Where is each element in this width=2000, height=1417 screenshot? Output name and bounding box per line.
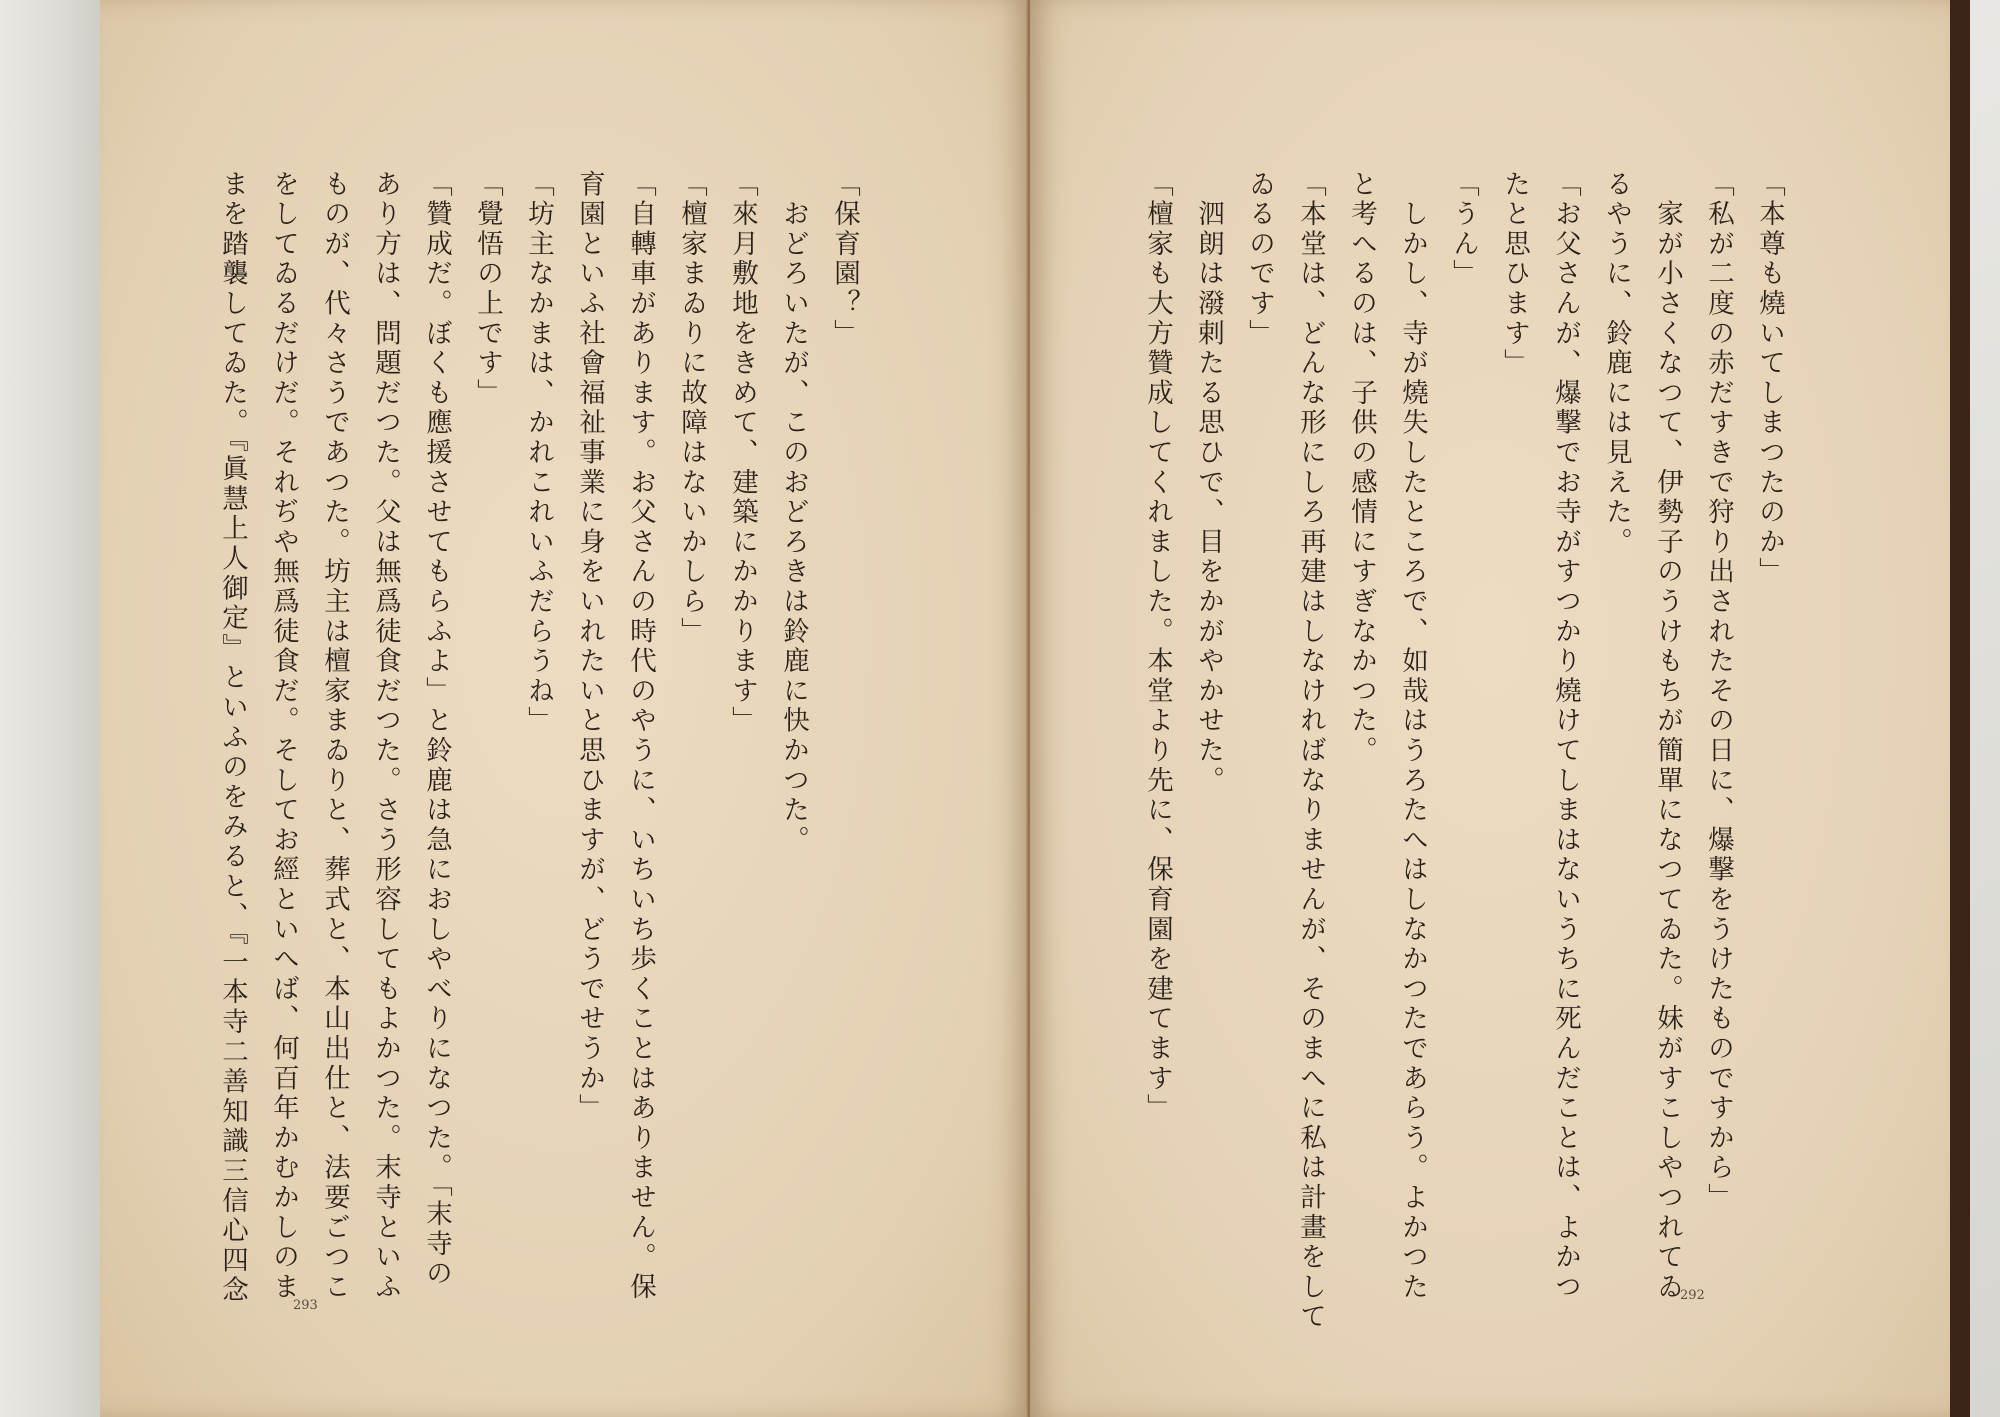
text-line: 「檀家も大方贊成してくれました。本堂より先に、保育園を建てます」 (1142, 170, 1173, 1124)
text-line: 「私が二度の赤だすきで狩り出されたその日に、爆撃をうけたものですから」 (1703, 170, 1734, 1213)
text-line: るやうに、鈴鹿には見えた。 (1601, 170, 1632, 558)
text-line: しかし、寺が燒失したところで、如哉はうろたへはしなかつたであらう。よかつた (1397, 170, 1428, 1303)
text-line: まを踏襲してゐた。『眞慧上人御定』といふのをみると、『一本寺二善知識三信心四念 (217, 170, 248, 1306)
text-line: 「贊成だ。ぼくも應援させてもらふよ」と鈴鹿は急におしやべりになつた。「末寺の (421, 170, 452, 1290)
text-line: ゐるのです」 (1244, 170, 1275, 349)
book-board-edge (0, 0, 100, 1417)
page-number: 292 (1680, 1288, 1705, 1303)
book-spread (100, 0, 1970, 1417)
text-line: ものが、代々さうであつた。坊主は檀家まゐりと、葬式と、本山出仕と、法要ごつこ (319, 170, 350, 1303)
text-line: 「本尊も燒いてしまつたのか」 (1754, 170, 1785, 588)
text-line: あり方は、問題だつた。父は無爲徒食だつた。さう形容してもよかつた。末寺といふ (370, 170, 401, 1303)
text-line: 「覺悟の上です」 (472, 170, 503, 409)
text-line: 「うん」 (1448, 170, 1479, 290)
text-line: 「自轉車があります。お父さんの時代のやうに、いちいち歩くことはありません。保 (625, 170, 656, 1303)
text-line: 「お父さんが、爆撃でお寺がすつかり燒けてしまはないうちに死んだことは、よかつ (1550, 170, 1581, 1303)
text-line: 育園といふ社會福祉事業に身をいれたいと思ひますが、どうでせうか」 (574, 170, 605, 1124)
text-line: と考へるのは、子供の感情にすぎなかつた。 (1346, 170, 1377, 766)
text-line: たと思ひます」 (1499, 170, 1530, 379)
text-line: 泗朗は潑剌たる思ひで、目をかがやかせた。 (1193, 170, 1224, 796)
text-line: 「本堂は、どんな形にしろ再建はしなければなりませんが、そのまへに私は計畫をして (1295, 170, 1326, 1333)
left-page (100, 0, 1028, 1417)
page-number: 293 (293, 1298, 318, 1313)
text-line: 「檀家まゐりに故障はないかしら」 (676, 170, 707, 647)
text-line: 「坊主なかまは、かれこれいふだらうね」 (523, 170, 554, 737)
text-line: 家が小さくなつて、伊勢子のうけもちが簡單になつてゐた。妹がすこしやつれてゐ (1652, 170, 1683, 1303)
text-line: をしてゐるだけだ。それぢや無爲徒食だ。そしてお經といへば、何百年かむかしのま (268, 170, 299, 1303)
text-line: 「保育園？」 (829, 170, 860, 349)
text-line: おどろいたが、このおどろきは鈴鹿に快かつた。 (778, 170, 809, 856)
text-line: 「來月敷地をきめて、建築にかかります」 (727, 170, 758, 737)
right-page (1030, 0, 1950, 1417)
